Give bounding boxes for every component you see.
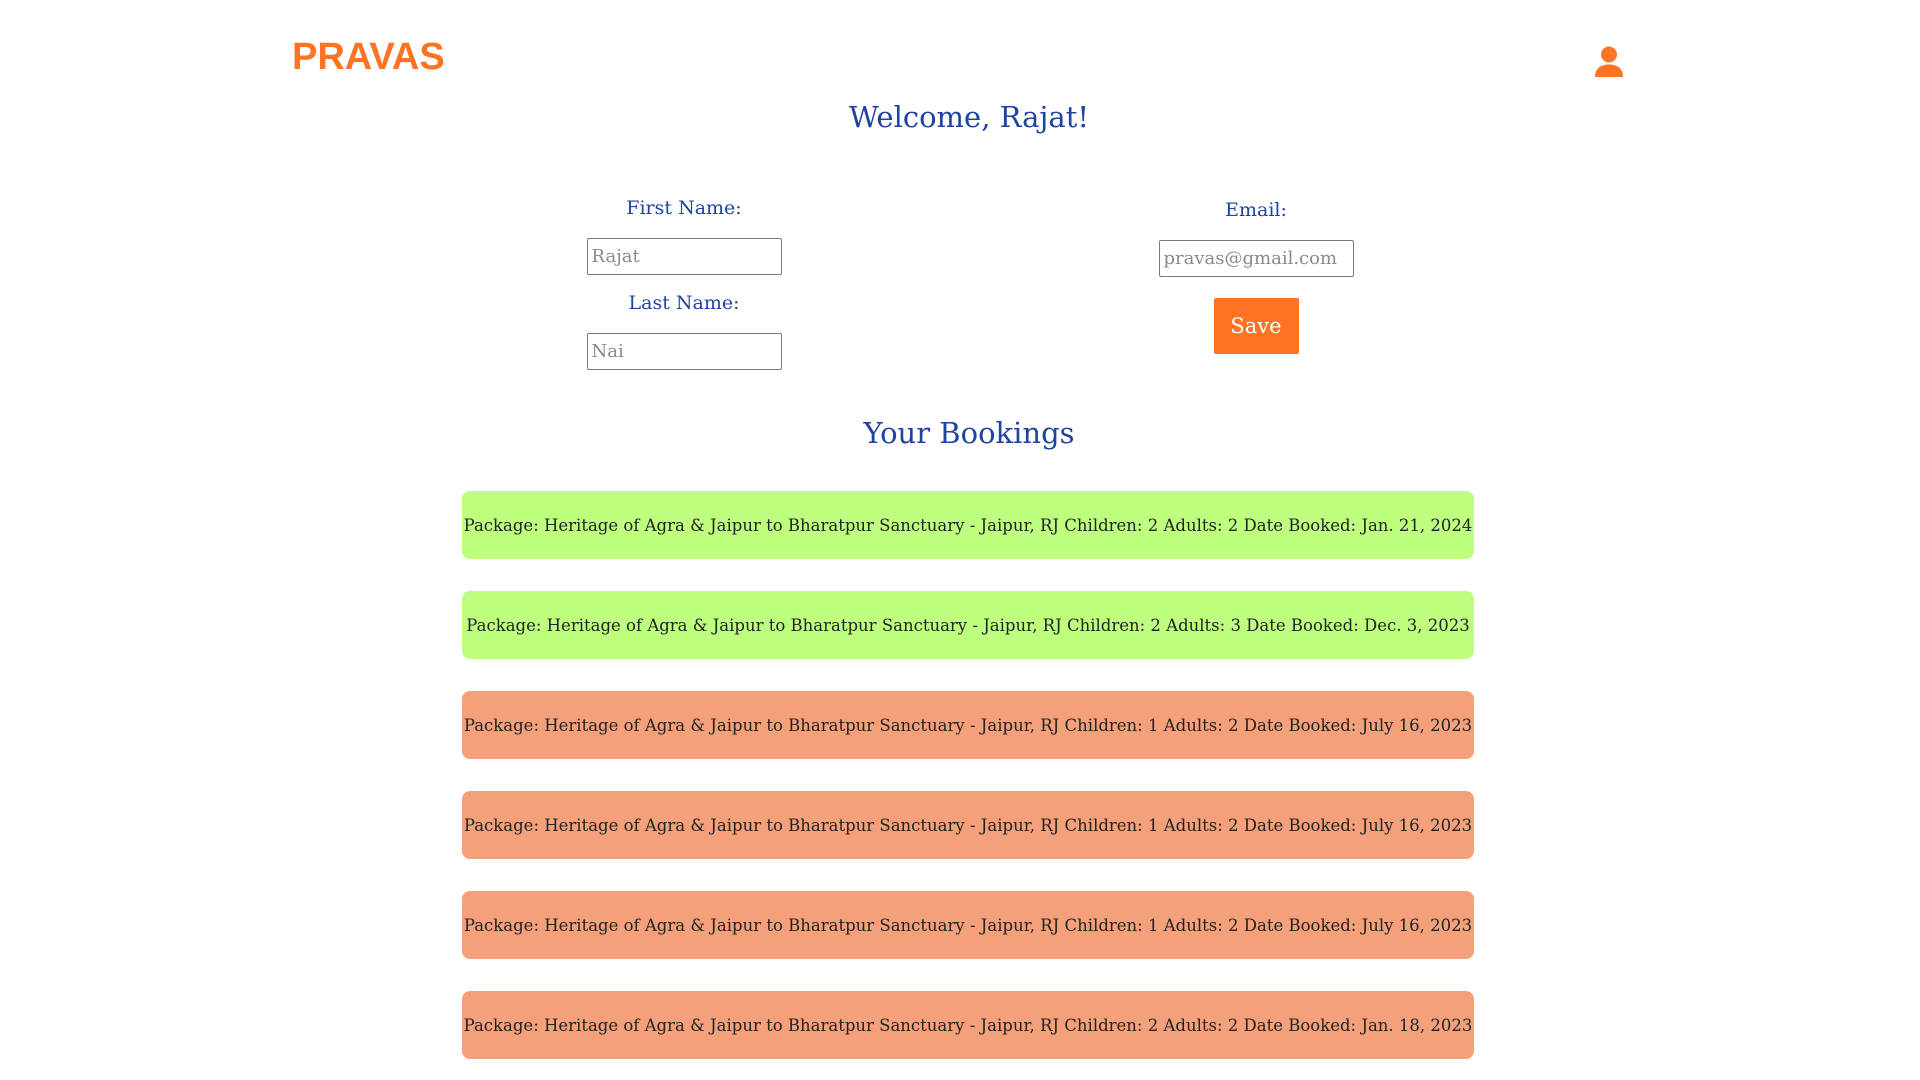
bookings-heading: Your Bookings — [863, 416, 1075, 450]
booking-item[interactable]: Package: Heritage of Agra & Jaipur to Bharatpur Sanctuary - Jaipur, RJ Children: 1 Adults: 2 Date Booked: July 16, 2023 — [462, 791, 1474, 859]
email-label: Email: — [1225, 199, 1287, 221]
last-name-label: Last Name: — [628, 292, 740, 314]
bookings-list — [460, 491, 1476, 1080]
first-name-label: First Name: — [626, 197, 742, 219]
save-button[interactable]: Save — [1214, 298, 1299, 354]
name-fields — [564, 196, 804, 370]
booking-item[interactable]: Package: Heritage of Agra & Jaipur to Bharatpur Sanctuary - Jaipur, RJ Children: 2 Adults: 2 Date Booked: Jan. 21, 2024 — [462, 491, 1474, 559]
user-icon-graphic — [1594, 46, 1624, 78]
booking-item[interactable]: Package: Heritage of Agra & Jaipur to Bharatpur Sanctuary - Jaipur, RJ Children: 1 Adults: 2 Date Booked: July 16, 2023 — [462, 891, 1474, 959]
booking-item[interactable]: Package: Heritage of Agra & Jaipur to Bharatpur Sanctuary - Jaipur, RJ Children: 1 Adults: 2 Date Booked: July 16, 2023 — [462, 691, 1474, 759]
email-input[interactable] — [1159, 240, 1354, 277]
last-name-input[interactable] — [587, 333, 782, 370]
booking-item[interactable]: Package: Heritage of Agra & Jaipur to Bharatpur Sanctuary - Jaipur, RJ Children: 2 Adults: 2 Date Booked: Jan. 18, 2023 — [462, 991, 1474, 1059]
user-icon[interactable] — [1594, 46, 1624, 78]
welcome-heading: Welcome, Rajat! — [848, 100, 1090, 134]
booking-item[interactable]: Package: Heritage of Agra & Jaipur to Bharatpur Sanctuary - Jaipur, RJ Children: 2 Adults: 3 Date Booked: Dec. 3, 2023 — [462, 591, 1474, 659]
first-name-input[interactable] — [587, 238, 782, 275]
email-fields — [1136, 198, 1376, 354]
logo[interactable]: PRAVAS — [292, 36, 445, 78]
